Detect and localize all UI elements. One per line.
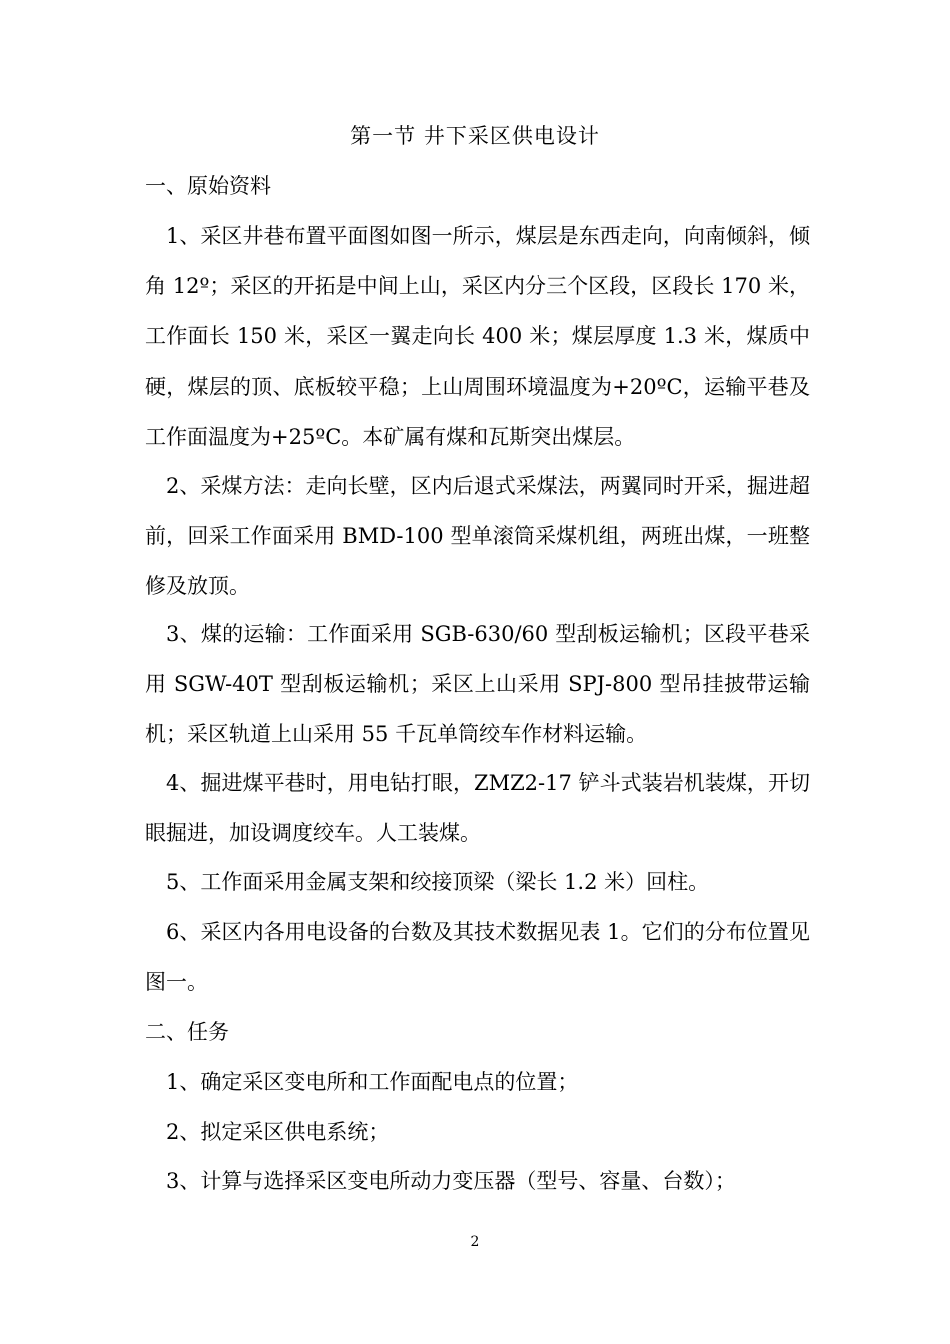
task-item-3: 3、计算与选择采区变电所动力变压器（型号、容量、台数）； — [166, 1169, 736, 1193]
paragraph-3: 3、煤的运输：工作面采用 SGB-630/60 型刮板运输机；区段平巷采用 SGW-40T 型刮板运输机；采区上山采用 SPJ-800 型吊挂披带运输机；采区轨道上山采用 55 千瓦单筒绞车作材料运输。 — [145, 622, 810, 747]
section-heading-tasks: 二、任务 — [145, 1020, 229, 1044]
task-item-1: 1、确定采区变电所和工作面配电点的位置； — [166, 1070, 579, 1094]
paragraph-1: 1、采区井巷布置平面图如图一所示，煤层是东西走向，向南倾斜，倾角 12º；采区的开拓是中间上山，采区内分三个区段，区段长 170 米，工作面长 150 米，采区一翼走向长 400 米；煤层厚度 1.3 米，煤质中硬，煤层的顶、底板较平稳；上山周围环境温度为+20ºC，运输平巷及工作面温度为+25ºC。本矿属有煤和瓦斯突出煤层。 — [145, 224, 810, 449]
paragraph-6: 6、采区内各用电设备的台数及其技术数据见表 1。它们的分布位置见图一。 — [145, 920, 810, 995]
paragraph-4: 4、掘进煤平巷时，用电钻打眼，ZMZ2-17 铲斗式装岩机装煤，开切眼掘进，加设调度绞车。人工装煤。 — [145, 771, 810, 846]
page-number: 2 — [470, 1234, 480, 1250]
page-title: 第一节 井下采区供电设计 — [350, 124, 600, 148]
paragraph-5: 5、工作面采用金属支架和绞接顶梁（梁长 1.2 米）回柱。 — [166, 870, 710, 894]
task-item-2: 2、拟定采区供电系统； — [166, 1120, 390, 1144]
paragraph-2: 2、采煤方法：走向长壁，区内后退式采煤法，两翼同时开采，掘进超前，回采工作面采用 BMD-100 型单滚筒采煤机组，两班出煤，一班整修及放顶。 — [145, 474, 810, 599]
section-heading-original-data: 一、原始资料 — [145, 174, 271, 198]
